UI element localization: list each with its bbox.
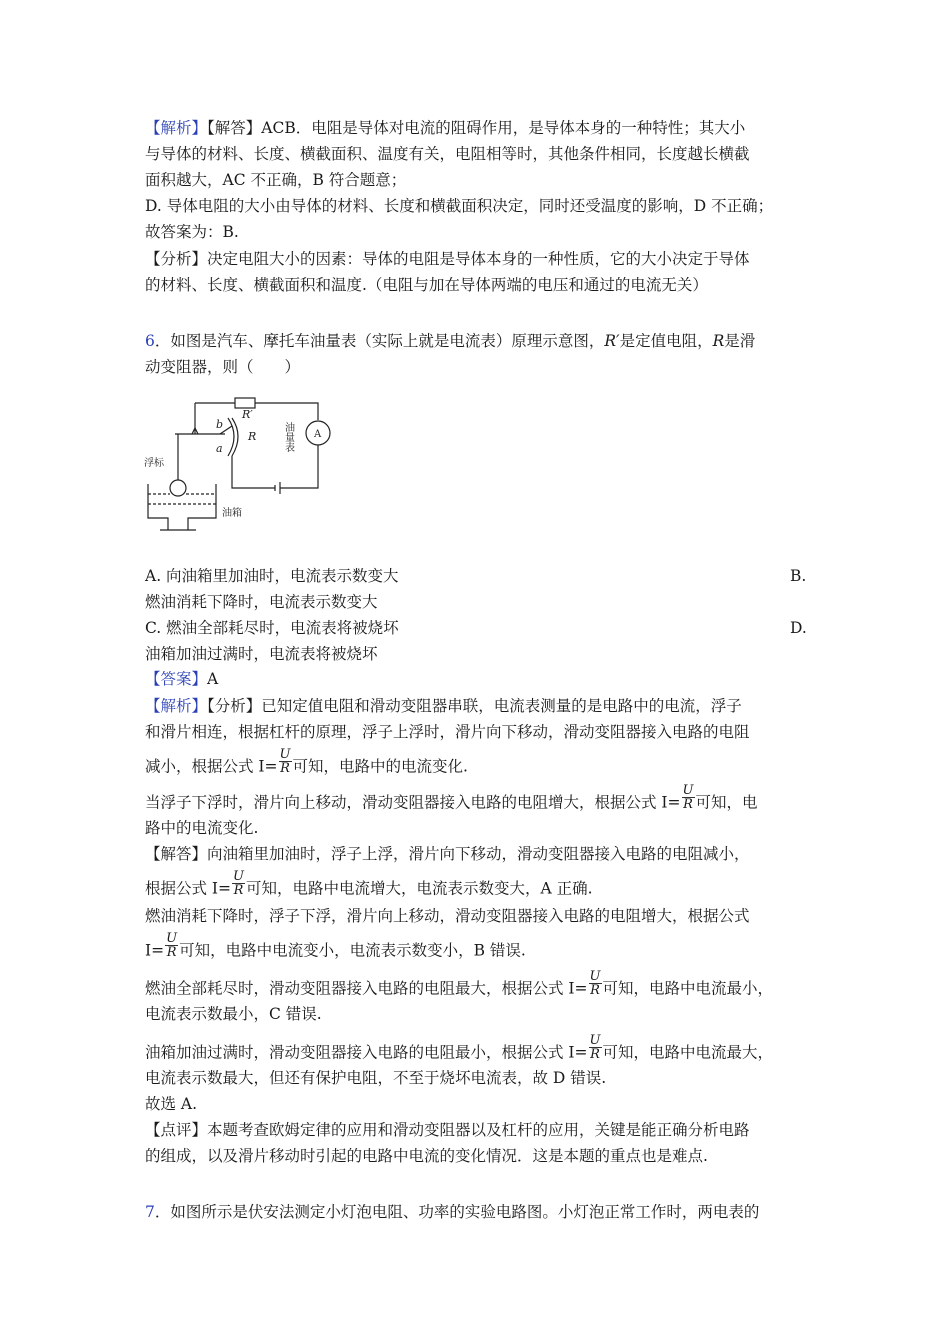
q6-option-a: A. 向油箱里加油时，电流表示数变大 xyxy=(145,567,399,585)
q7-number: 7 xyxy=(145,1203,155,1221)
ohm-fraction xyxy=(232,870,245,897)
label-ammeter: A xyxy=(314,429,322,440)
ohm-fraction xyxy=(589,970,602,997)
frac-num: U xyxy=(279,747,291,762)
answer-solve-tag: 【解答】 xyxy=(207,119,262,137)
float-ball xyxy=(170,480,186,496)
sec5-line-7: 的材料、长度、横截面积和温度.（电阻与加在导体两端的电压和通过的电流无关） xyxy=(145,276,708,294)
q6-solve-line-9: 故选 A. xyxy=(145,1095,198,1113)
frac-num: U xyxy=(682,783,694,798)
q6-analysis-line-5: 路中的电流变化. xyxy=(145,819,259,837)
ohm-fraction xyxy=(165,932,178,959)
q6-solve-line-5 xyxy=(145,969,774,1003)
q7-stem-line-1 xyxy=(145,1200,759,1224)
frac-den: R xyxy=(590,1047,600,1062)
frac-den: R xyxy=(590,983,600,998)
q6-number: 6 xyxy=(145,332,155,350)
q6-stem-line-2: 动变阻器，则（ ） xyxy=(145,358,301,376)
label-r-prime: R′ xyxy=(242,408,253,421)
fuel-gauge-circuit-diagram xyxy=(140,388,340,538)
sec5-text-1: ACB．电阻是导体对电流的阻碍作用，是导体本身的一种特性；其大小 xyxy=(261,119,746,137)
solve-text-5a: 燃油全部耗尽时，滑动变阻器接入电路的电阻最大，根据公式 I= xyxy=(145,979,588,998)
answer-tag: 【答案】 xyxy=(145,670,208,688)
fixed-resistor-r-prime xyxy=(235,398,255,408)
frac-num: U xyxy=(166,931,178,946)
q6-analysis-line-1 xyxy=(145,694,742,718)
analysis-tag-q6: 【解析】 xyxy=(145,697,208,715)
solve-text-7b: 可知，电路中电流最大， xyxy=(602,1043,774,1062)
frac-num: U xyxy=(589,1033,601,1048)
q6-solve-line-8: 电流表示数最大，但还有保护电阻，不至于烧坏电流表，故 D 错误. xyxy=(145,1069,607,1087)
rheostat-r xyxy=(228,418,234,456)
solve-text-5b: 可知，电路中电流最小， xyxy=(602,979,774,998)
frac-num: U xyxy=(589,969,601,984)
frac-den: R xyxy=(280,761,290,776)
q6-analysis-line-4 xyxy=(145,783,758,817)
q6-stem-text-a: ．如图是汽车、摩托车油量表（实际上就是电流表）原理示意图， xyxy=(154,332,605,350)
sec5-line-3: 面积越大，AC 不正确，B 符合题意； xyxy=(145,171,407,189)
q6-answer xyxy=(145,667,218,691)
q6-solve-line-6: 电流表示数最小，C 错误. xyxy=(145,1005,322,1023)
label-b: b xyxy=(216,418,224,431)
q6-option-b-text: 燃油消耗下降时，电流表示数变大 xyxy=(145,593,378,611)
q6-stem-text-b: 是定值电阻， xyxy=(619,332,713,350)
q6-solve-line-3: 燃油消耗下降时，浮子下浮，滑片向上移动，滑动变阻器接入电路的电阻增大，根据公式 xyxy=(145,907,750,925)
q6-comment-line-1: 【点评】本题考查欧姆定律的应用和滑动变阻器以及杠杆的应用，关键是能正确分析电路 xyxy=(145,1121,750,1139)
frac-den: R xyxy=(233,883,244,898)
label-tank: 油箱 xyxy=(222,508,242,519)
q6-stem-line-1 xyxy=(145,329,755,353)
ohm-fraction xyxy=(682,784,695,811)
analysis-text-4b: 可知，电 xyxy=(695,793,758,812)
analysis-text-3a: 减小，根据公式 I= xyxy=(145,757,278,776)
q6-solve-line-2 xyxy=(145,869,593,903)
q6-solve-line-4 xyxy=(145,931,526,965)
q6-symbol-r-prime: R′ xyxy=(604,332,620,350)
solve-text-2a: 根据公式 I= xyxy=(145,879,232,898)
sec5-line-4: D. 导体电阻的大小由导体的材料、长度和横截面积决定，同时还受温度的影响，D 不正确； xyxy=(145,197,774,215)
q6-option-d-text: 油箱加油过满时，电流表将被烧坏 xyxy=(145,645,378,663)
analysis-text-3b: 可知，电路中的电流变化. xyxy=(292,757,468,776)
solve-text-2b: 可知，电路中电流增大，电流表示数变大，A 正确. xyxy=(246,879,593,898)
frac-num: U xyxy=(233,869,245,884)
label-oil-meter: 油量表 xyxy=(282,422,294,452)
sec5-line-5: 故答案为：B. xyxy=(145,223,239,241)
answer-value: A xyxy=(207,670,219,688)
sec5-line-2: 与导体的材料、长度、横截面积、温度有关，电阻相等时，其他条件相同，长度越长横截 xyxy=(145,145,750,163)
label-a: a xyxy=(216,442,223,455)
sec5-line-6: 【分析】决定电阻大小的因素：导体的电阻是导体本身的一种性质，它的大小决定于导体 xyxy=(145,250,750,268)
q6-option-d-letter: D. xyxy=(790,619,807,637)
q6-option-b-letter: B. xyxy=(790,567,807,585)
q7-stem-text: ．如图所示是伏安法测定小灯泡电阻、功率的实验电路图。小灯泡正常工作时，两电表的 xyxy=(154,1203,760,1221)
q6-symbol-r: R xyxy=(712,332,725,350)
analysis-text-4a: 当浮子下浮时，滑片向上移动，滑动变阻器接入电路的电阻增大，根据公式 I= xyxy=(145,793,681,812)
q6-analysis-line-3 xyxy=(145,747,468,781)
analysis-text-1: 【分析】已知定值电阻和滑动变阻器串联，电流表测量的是电路中的电流，浮子 xyxy=(207,697,742,715)
analysis-tag: 【解析】 xyxy=(145,119,208,137)
ohm-fraction xyxy=(589,1034,602,1061)
label-float: 浮标 xyxy=(144,458,164,469)
q6-solve-line-1: 【解答】向油箱里加油时，浮子上浮，滑片向下移动，滑动变阻器接入电路的电阻减小， xyxy=(145,845,750,863)
label-r: R xyxy=(248,430,257,443)
frac-den: R xyxy=(683,797,693,812)
sec5-line-1 xyxy=(145,116,745,140)
q6-option-c: C. 燃油全部耗尽时，电流表将被烧坏 xyxy=(145,619,399,637)
q6-solve-line-7 xyxy=(145,1033,774,1067)
q6-analysis-line-2: 和滑片相连，根据杠杆的原理，浮子上浮时，滑片向下移动，滑动变阻器接入电路的电阻 xyxy=(145,723,750,741)
solve-text-4b: 可知，电路中电流变小，电流表示数变小，B 错误. xyxy=(179,941,526,960)
q6-stem-text-c: 是滑 xyxy=(724,332,756,350)
frac-den: R xyxy=(166,945,177,960)
solve-text-7a: 油箱加油过满时，滑动变阻器接入电路的电阻最小，根据公式 I= xyxy=(145,1043,588,1062)
solve-text-4a: I= xyxy=(145,941,165,960)
ohm-fraction xyxy=(279,748,292,775)
q6-comment-line-2: 的组成，以及滑片移动时引起的电路中电流的变化情况．这是本题的重点也是难点. xyxy=(145,1147,708,1165)
